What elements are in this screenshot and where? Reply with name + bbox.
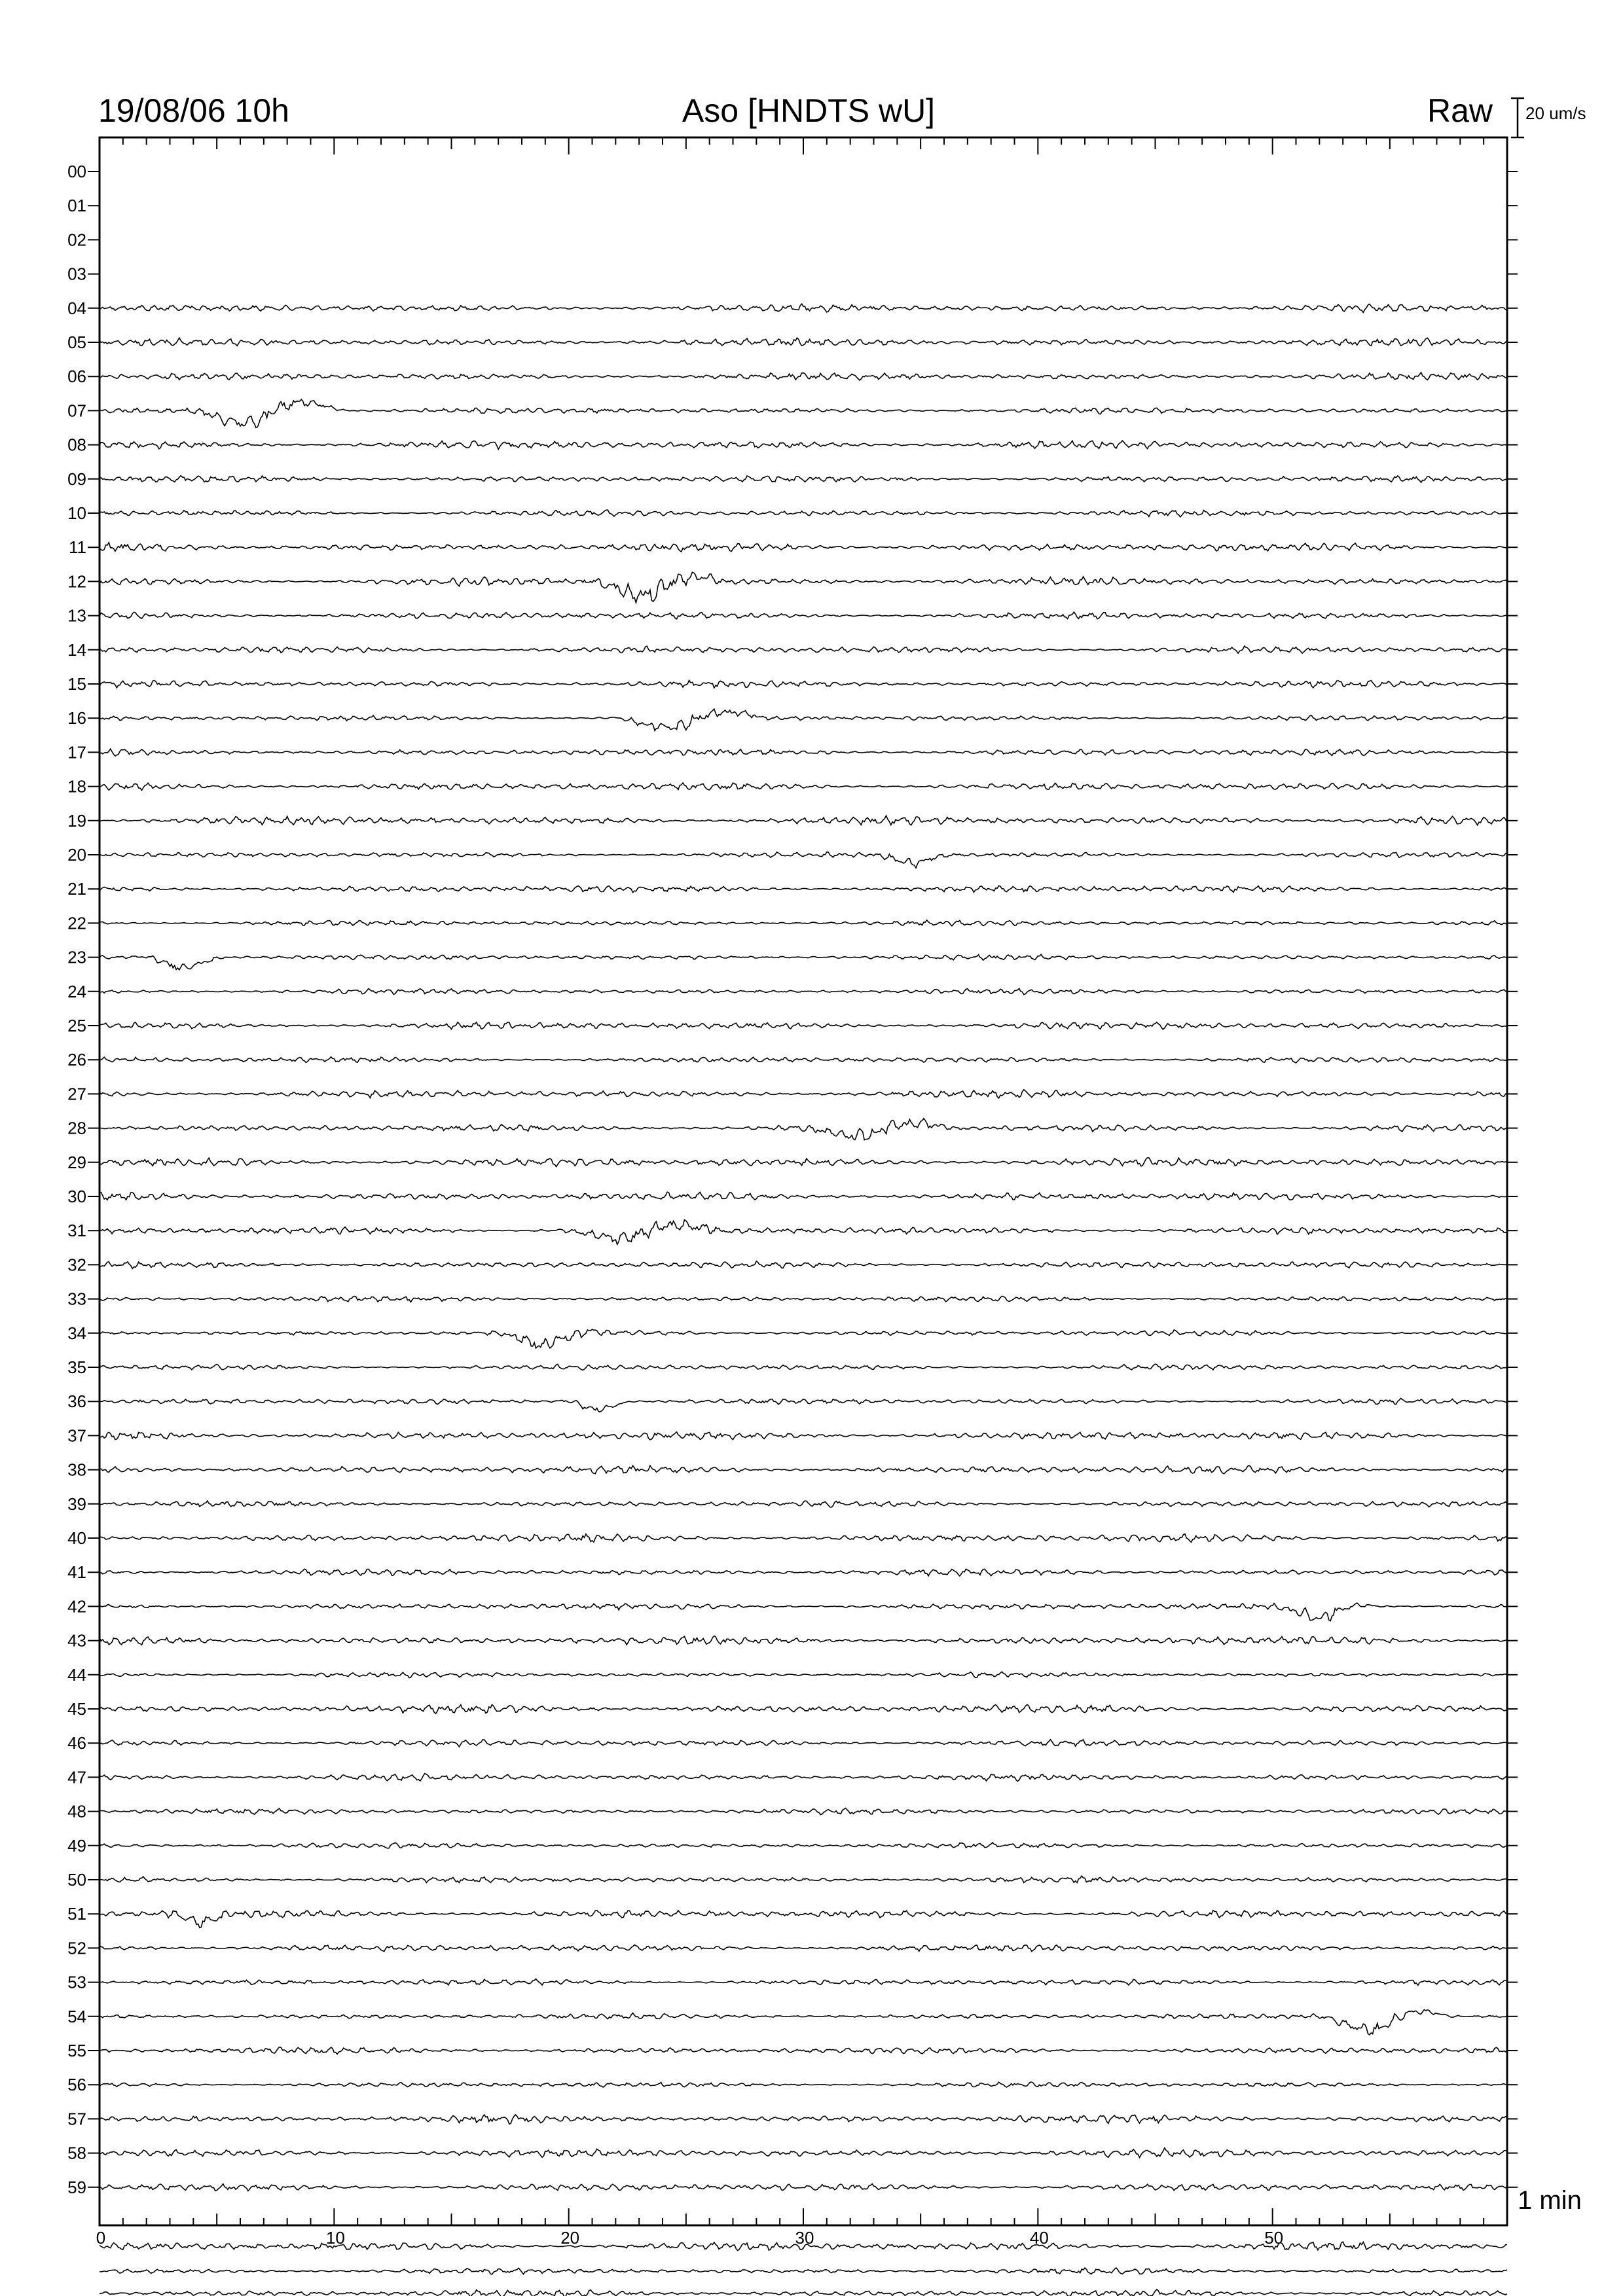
seismic-trace [100, 372, 1507, 380]
seismic-trace [100, 920, 1507, 926]
row-label: 31 [67, 1221, 86, 1241]
row-label: 12 [67, 571, 86, 592]
seismic-trace [100, 1672, 1507, 1677]
row-label: 16 [67, 708, 86, 728]
seismic-trace [100, 783, 1507, 790]
seismic-trace [100, 1569, 1507, 1576]
row-label: 48 [67, 1801, 86, 1821]
bottom-axis-ticks [100, 2208, 1507, 2225]
row-label: 33 [67, 1289, 86, 1309]
row-label: 15 [67, 674, 86, 694]
seismic-traces [100, 304, 1507, 2191]
seismic-trace [100, 988, 1507, 994]
x-tick-labels [96, 2228, 1283, 2248]
seismic-trace [100, 1945, 1507, 1951]
row-label: 59 [67, 2177, 86, 2197]
row-label: 52 [67, 1938, 86, 1958]
seismic-trace [100, 1704, 1507, 1713]
seismic-trace [100, 543, 1507, 552]
row-label: 28 [67, 1118, 86, 1138]
row-label: 03 [67, 264, 86, 284]
seismic-trace [100, 680, 1507, 688]
seismic-trace [100, 440, 1507, 449]
seismic-trace [100, 1636, 1507, 1645]
seismic-trace [100, 2010, 1507, 2035]
x-tick-label: 40 [1029, 2228, 1049, 2248]
row-label: 10 [67, 503, 86, 523]
x-tick-label: 20 [560, 2228, 580, 2248]
seismic-trace [100, 1740, 1507, 1747]
seismic-trace [100, 2082, 1507, 2087]
row-label: 39 [67, 1494, 86, 1514]
seismic-trace [100, 2184, 1507, 2191]
seismic-trace [100, 1603, 1507, 1621]
row-label: 07 [67, 401, 86, 421]
seismic-trace [100, 1158, 1507, 1167]
row-label: 05 [67, 332, 86, 352]
row-label: 55 [67, 2041, 86, 2060]
row-label: 25 [67, 1016, 86, 1035]
seismic-trace [100, 1399, 1507, 1412]
row-label: 20 [67, 845, 86, 865]
row-label: 17 [67, 742, 86, 762]
row-label: 18 [67, 776, 86, 797]
seismic-trace [100, 1534, 1507, 1543]
overflow-traces [100, 2242, 1507, 2296]
row-label: 14 [67, 639, 86, 660]
seismic-trace [100, 2115, 1507, 2124]
seismic-trace [100, 1774, 1507, 1782]
row-label: 43 [67, 1630, 86, 1651]
overflow-trace [100, 2289, 1507, 2296]
seismic-trace [100, 1261, 1507, 1268]
seismic-trace [100, 646, 1507, 653]
row-label: 51 [67, 1904, 86, 1924]
row-label: 09 [67, 469, 86, 489]
seismic-trace [100, 749, 1507, 756]
chart-title: Aso [HNDTS wU] [682, 92, 936, 129]
scale-bar [1511, 98, 1524, 137]
seismic-trace [100, 954, 1507, 970]
row-label: 44 [67, 1664, 86, 1685]
row-label: 35 [67, 1357, 86, 1377]
overflow-trace [100, 2268, 1507, 2274]
row-label: 08 [67, 435, 86, 455]
row-label: 23 [67, 947, 86, 967]
seismic-trace [100, 1090, 1507, 1098]
row-label: 40 [67, 1528, 86, 1548]
x-tick-label: 10 [325, 2228, 345, 2248]
seismic-trace [100, 572, 1507, 603]
x-tick-label: 0 [96, 2228, 106, 2248]
row-label: 22 [67, 913, 86, 933]
row-label: 26 [67, 1050, 86, 1070]
seismic-trace [100, 1979, 1507, 1985]
seismic-trace [100, 612, 1507, 619]
seismic-trace [100, 1192, 1507, 1200]
row-label: 27 [67, 1084, 86, 1104]
seismic-trace [100, 476, 1507, 482]
row-label: 45 [67, 1699, 86, 1719]
row-label: 56 [67, 2075, 86, 2095]
seismic-trace [100, 1057, 1507, 1063]
row-label: 54 [67, 2006, 86, 2026]
row-label: 06 [67, 367, 86, 387]
row-label: 29 [67, 1152, 86, 1172]
row-label: 58 [67, 2143, 86, 2163]
row-label: 46 [67, 1733, 86, 1753]
row-label: 24 [67, 981, 86, 1001]
seismic-trace [100, 886, 1507, 892]
seismic-trace [100, 399, 1507, 427]
seismic-trace [100, 304, 1507, 312]
row-label: 04 [67, 298, 86, 318]
seismic-trace [100, 338, 1507, 346]
row-label: 47 [67, 1767, 86, 1787]
top-axis-ticks [100, 137, 1507, 154]
row-label: 30 [67, 1187, 86, 1206]
row-label: 11 [69, 537, 86, 558]
row-label: 21 [67, 879, 86, 899]
seismic-trace [100, 816, 1507, 825]
row-label: 53 [67, 1972, 86, 1992]
row-label: 32 [67, 1255, 86, 1275]
seismic-trace [100, 852, 1507, 868]
row-label: 38 [67, 1460, 86, 1480]
x-tick-label: 30 [795, 2228, 814, 2248]
row-label: 19 [67, 810, 86, 831]
seismic-trace [100, 1329, 1507, 1348]
row-labels [67, 162, 1518, 2197]
row-label: 49 [67, 1835, 86, 1856]
amplitude-scale-label: 20 um/s [1525, 103, 1586, 123]
row-label: 36 [67, 1391, 86, 1412]
seismic-trace [100, 1364, 1507, 1370]
seismic-trace [100, 1296, 1507, 1302]
row-label: 41 [67, 1562, 86, 1583]
seismic-trace [100, 1022, 1507, 1030]
seismic-trace [100, 2047, 1507, 2054]
row-label: 42 [67, 1596, 86, 1617]
chart-date-time: 19/08/06 10h [98, 92, 289, 129]
seismic-trace [100, 1808, 1507, 1815]
chart-mode-label: Raw [1427, 92, 1493, 129]
seismic-trace [100, 2148, 1507, 2158]
seismic-trace [100, 709, 1507, 730]
seismic-trace [100, 510, 1507, 517]
seismic-trace [100, 1465, 1507, 1474]
seismic-trace [100, 1220, 1507, 1245]
seismic-trace [100, 1876, 1507, 1882]
row-label: 50 [67, 1870, 86, 1890]
row-label: 01 [67, 196, 86, 216]
seismic-trace [100, 1501, 1507, 1507]
row-label: 00 [67, 162, 86, 181]
row-label: 37 [67, 1426, 86, 1446]
row-label: 34 [67, 1323, 86, 1343]
row-label: 57 [67, 2109, 86, 2129]
row-label: 13 [67, 605, 86, 626]
seismic-trace [100, 1432, 1507, 1440]
seismic-trace [100, 1119, 1507, 1140]
seismic-trace [100, 1842, 1507, 1848]
x-axis-unit-label: 1 min [1518, 2186, 1582, 2215]
seismic-trace [100, 1910, 1507, 1928]
row-label: 02 [67, 230, 86, 250]
x-tick-label: 50 [1264, 2228, 1284, 2248]
